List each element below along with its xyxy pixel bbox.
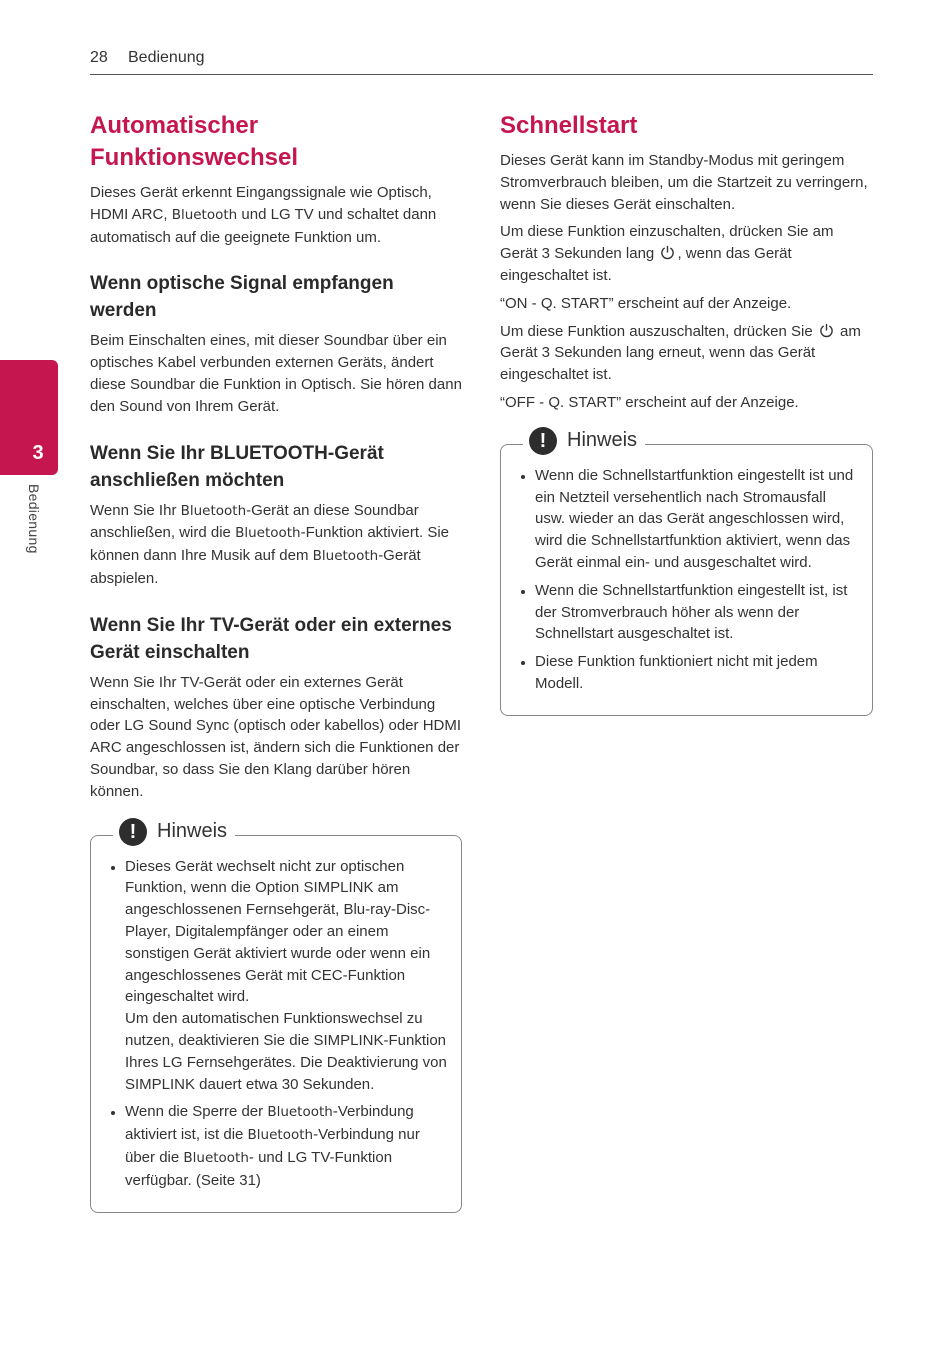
left-column	[90, 110, 462, 1213]
list-item: • Wenn die Schnellstartfunktion eingestellt ist, ist der Stromverbrauch höher als wenn der Schnellstart ausgeschaltet ist.	[535, 580, 858, 645]
bluetooth-term: Bluetooth	[180, 502, 247, 519]
list-item: • Dieses Gerät wechselt nicht zur optischen Funktion, wenn die Option SIMPLINK am angeschlossenen Fernsehgerät, Blu-ray-Disc-Player, Digitalempfänger oder an einem sonstigen Gerät aktiviert wurde oder wenn ein angeschlossenes Gerät mit CEC-Funktion eingeschaltet wird. Um den automatischen Funktionswechsel zu nutzen, deaktivieren Sie die SIMPLINK-Funktion Ihres LG Fernsehgerätes. Die Deaktivierung von SIMPLINK dauert etwa 30 Sekunden.	[125, 856, 447, 1096]
list-item: • Wenn die Schnellstartfunktion eingestellt ist und ein Netzteil versehentlich nach Stromausfall usw. wieder an das Gerät angeschlossen wird, wird die Schnellstartfunktion aktiviert, wenn das Gerät einmal ein- und ausgeschaltet wird.	[535, 465, 858, 574]
exclamation-icon: !	[529, 427, 557, 455]
quickstart-intro: Dieses Gerät kann im Standby-Modus mit geringem Stromverbrauch bleiben, um die Startzeit zu verringern, wenn Sie dieses Gerät einschalten.	[500, 152, 868, 213]
note-box-right	[500, 429, 873, 716]
chapter-number: 3	[32, 442, 44, 464]
chapter-tab	[0, 360, 58, 475]
quickstart-off-display: “OFF - Q. START” erscheint auf der Anzeige.	[500, 393, 799, 411]
bluetooth-term: Bluetooth	[312, 548, 379, 565]
note-title: Hinweis	[157, 820, 228, 843]
bluetooth-term: Bluetooth	[247, 1127, 314, 1144]
note-box-left	[90, 820, 462, 1213]
section-title-auto-function: Automatischer Funktionswechsel	[90, 112, 299, 171]
header-section-title: Bedienung	[128, 49, 205, 66]
bluetooth-paragraph: Wenn Sie Ihr Bluetooth-Gerät an diese Soundbar anschließen, wird die Bluetooth-Funktion aktiviert. Sie können dann Ihre Musik auf dem Bluetooth-Gerät abspielen.	[90, 501, 450, 587]
note-title: Hinweis	[567, 429, 638, 452]
list-item: • Diese Funktion funktioniert nicht mit jedem Modell.	[535, 651, 858, 695]
bluetooth-term: Bluetooth	[183, 1149, 249, 1166]
optical-paragraph: Beim Einschalten eines, mit dieser Soundbar über ein optisches Kabel verbunden externen Geräts, ändert diese Soundbar die Funktion in Optisch. Sie hören dann den Sound von Ihrem Gerät.	[90, 332, 462, 415]
quickstart-disable: Um diese Funktion auszuschalten, drücken Sie am Gerät 3 Sekunden lang erneut, wenn das Gerät eingeschaltet ist.	[500, 322, 861, 384]
page-number: 28	[90, 49, 108, 66]
power-icon	[819, 323, 834, 338]
exclamation-icon: !	[119, 818, 147, 846]
bluetooth-term: Bluetooth	[235, 525, 301, 542]
subheading-optical: Wenn optische Signal empfangen werden	[90, 273, 394, 322]
intro-paragraph: Dieses Gerät erkennt Eingangssignale wie Optisch, HDMI ARC, Bluetooth und LG TV und schaltet dann automatisch auf die geeignete Funktion um.	[90, 184, 437, 246]
quickstart-on-display: “ON - Q. START” erscheint auf der Anzeige.	[500, 294, 792, 312]
subheading-bluetooth: Wenn Sie Ihr BLUETOOTH-Gerät anschließen möchten	[90, 442, 384, 491]
power-icon	[660, 245, 675, 260]
right-column	[500, 110, 873, 716]
chapter-label: Bedienung	[26, 484, 42, 554]
quickstart-enable: Um diese Funktion einzuschalten, drücken Sie am Gerät 3 Sekunden lang , wenn das Gerät eingeschaltet ist.	[500, 223, 834, 284]
note-header	[113, 818, 235, 846]
bluetooth-term: Bluetooth	[267, 1104, 333, 1121]
note-list	[105, 856, 447, 1192]
list-item: • Wenn die Sperre der Bluetooth-Verbindung aktiviert ist, ist die Bluetooth-Verbindung nur über die Bluetooth- und LG TV-Funktion verfügbar. (Seite 31)	[125, 1101, 447, 1191]
subheading-tv-device: Wenn Sie Ihr TV-Gerät oder ein externes Gerät einschalten	[90, 614, 452, 663]
tv-device-paragraph: Wenn Sie Ihr TV-Gerät oder ein externes Gerät einschalten, welches über eine optische Verbindung oder LG Sound Sync (optisch oder kabellos) oder HDMI ARC angeschlossen ist, ändern sich die Funktionen der Soundbar, so dass Sie den Klang darüber hören können.	[90, 673, 462, 800]
bluetooth-term: Bluetooth	[171, 206, 238, 223]
note-list	[515, 465, 858, 695]
section-title-quickstart: Schnellstart	[500, 112, 638, 139]
page-header	[90, 46, 873, 75]
note-header	[523, 427, 645, 455]
